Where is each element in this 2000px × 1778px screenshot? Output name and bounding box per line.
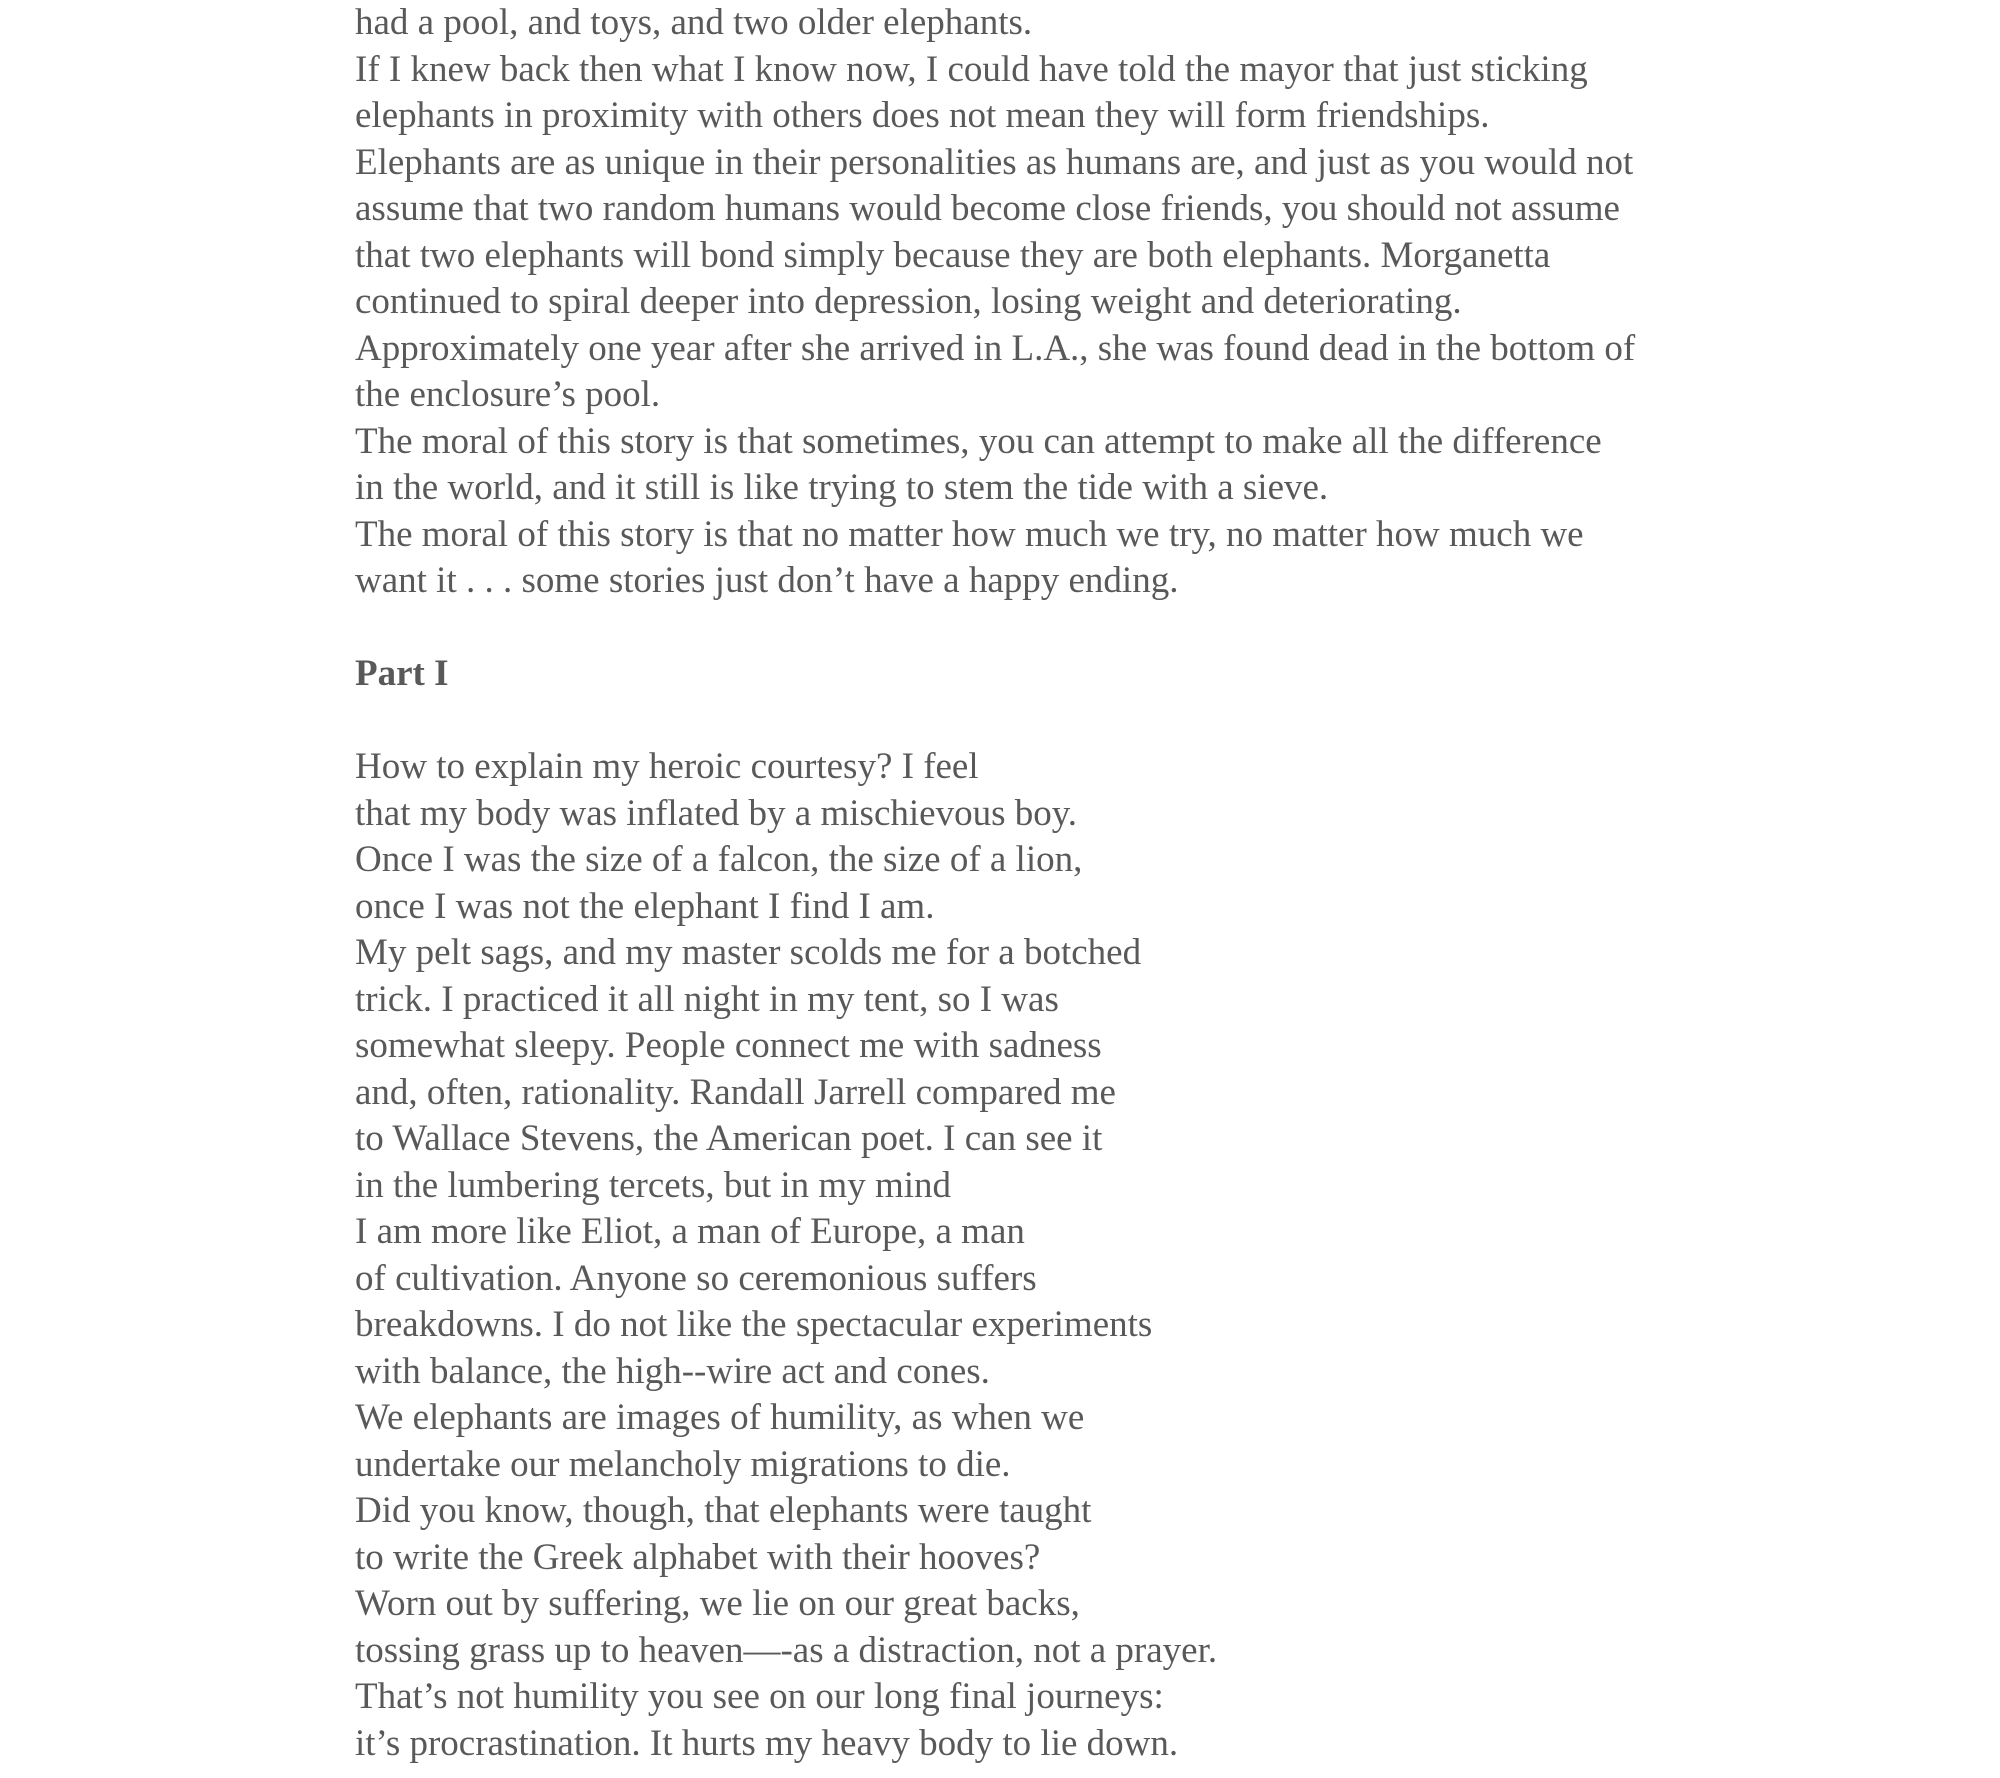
poem-line: somewhat sleepy. People connect me with sadness	[355, 1025, 1102, 1066]
text-line: Elephants are as unique in their personalities as humans are, and just as you would not	[355, 141, 1634, 183]
text-line: continued to spiral deeper into depression, losing weight and deteriorating.	[355, 281, 1462, 322]
poem-line: That’s not humility you see on our long final journeys:	[355, 1676, 1164, 1717]
poem-line: trick. I practiced it all night in my tent, so I was	[355, 978, 1059, 1020]
spacer	[355, 605, 1755, 652]
paragraph	[355, 0, 1755, 47]
text-line: The moral of this story is that no matter how much we try, no matter how much we	[355, 513, 1584, 555]
paragraph	[355, 419, 1755, 512]
poem-line: Did you know, though, that elephants were taught	[355, 1490, 1092, 1531]
poem-line: it’s procrastination. It hurts my heavy body to lie down.	[355, 1722, 1179, 1764]
poem-line: breakdowns. I do not like the spectacular experiments	[355, 1304, 1153, 1345]
paragraph	[355, 47, 1755, 140]
poem-line: We elephants are images of humility, as when we	[355, 1397, 1085, 1438]
poem-line: that my body was inflated by a mischievous boy.	[355, 792, 1078, 834]
text-line: The moral of this story is that sometimes, you can attempt to make all the difference	[355, 420, 1602, 462]
paragraph	[355, 512, 1755, 605]
poem-line: to write the Greek alphabet with their hooves?	[355, 1536, 1041, 1578]
text-line: had a pool, and toys, and two older elephants.	[355, 2, 1033, 43]
poem-line: undertake our melancholy migrations to die.	[355, 1443, 1011, 1485]
text-line: in the world, and it still is like trying to stem the tide with a sieve.	[355, 467, 1329, 508]
poem	[355, 744, 1755, 1767]
poem-line: I am more like Eliot, a man of Europe, a man	[355, 1211, 1025, 1252]
poem-line: How to explain my heroic courtesy? I feel	[355, 746, 979, 787]
prose-section	[355, 0, 1755, 605]
poem-line: to Wallace Stevens, the American poet. I can see it	[355, 1118, 1103, 1159]
poem-line: tossing grass up to heaven—-as a distraction, not a prayer.	[355, 1629, 1218, 1671]
section-heading: Part I	[355, 653, 449, 694]
paragraph	[355, 140, 1755, 419]
poem-line: My pelt sags, and my master scolds me for a botched	[355, 932, 1142, 973]
poem-line: with balance, the high--wire act and cones.	[355, 1350, 990, 1392]
poem-line: in the lumbering tercets, but in my mind	[355, 1164, 952, 1206]
text-line: want it . . . some stories just don’t have a happy ending.	[355, 560, 1179, 601]
text-line: assume that two random humans would become close friends, you should not assume	[355, 188, 1620, 229]
spacer	[355, 698, 1755, 745]
poem-line: of cultivation. Anyone so ceremonious suffers	[355, 1257, 1037, 1299]
poem-line: Worn out by suffering, we lie on our great backs,	[355, 1583, 1080, 1624]
text-line: Approximately one year after she arrived in L.A., she was found dead in the bottom of	[355, 327, 1636, 369]
text-line: the enclosure’s pool.	[355, 374, 661, 415]
document-page	[355, 0, 1755, 1767]
text-line: that two elephants will bond simply because they are both elephants. Morganetta	[355, 234, 1551, 276]
text-line: If I knew back then what I know now, I could have told the mayor that just sticking	[355, 48, 1588, 90]
poem-line: once I was not the elephant I find I am.	[355, 885, 935, 927]
poem-line: Once I was the size of a falcon, the size of a lion,	[355, 839, 1083, 880]
text-line: elephants in proximity with others does not mean they will form friendships.	[355, 95, 1490, 136]
poem-line: and, often, rationality. Randall Jarrell compared me	[355, 1071, 1116, 1113]
